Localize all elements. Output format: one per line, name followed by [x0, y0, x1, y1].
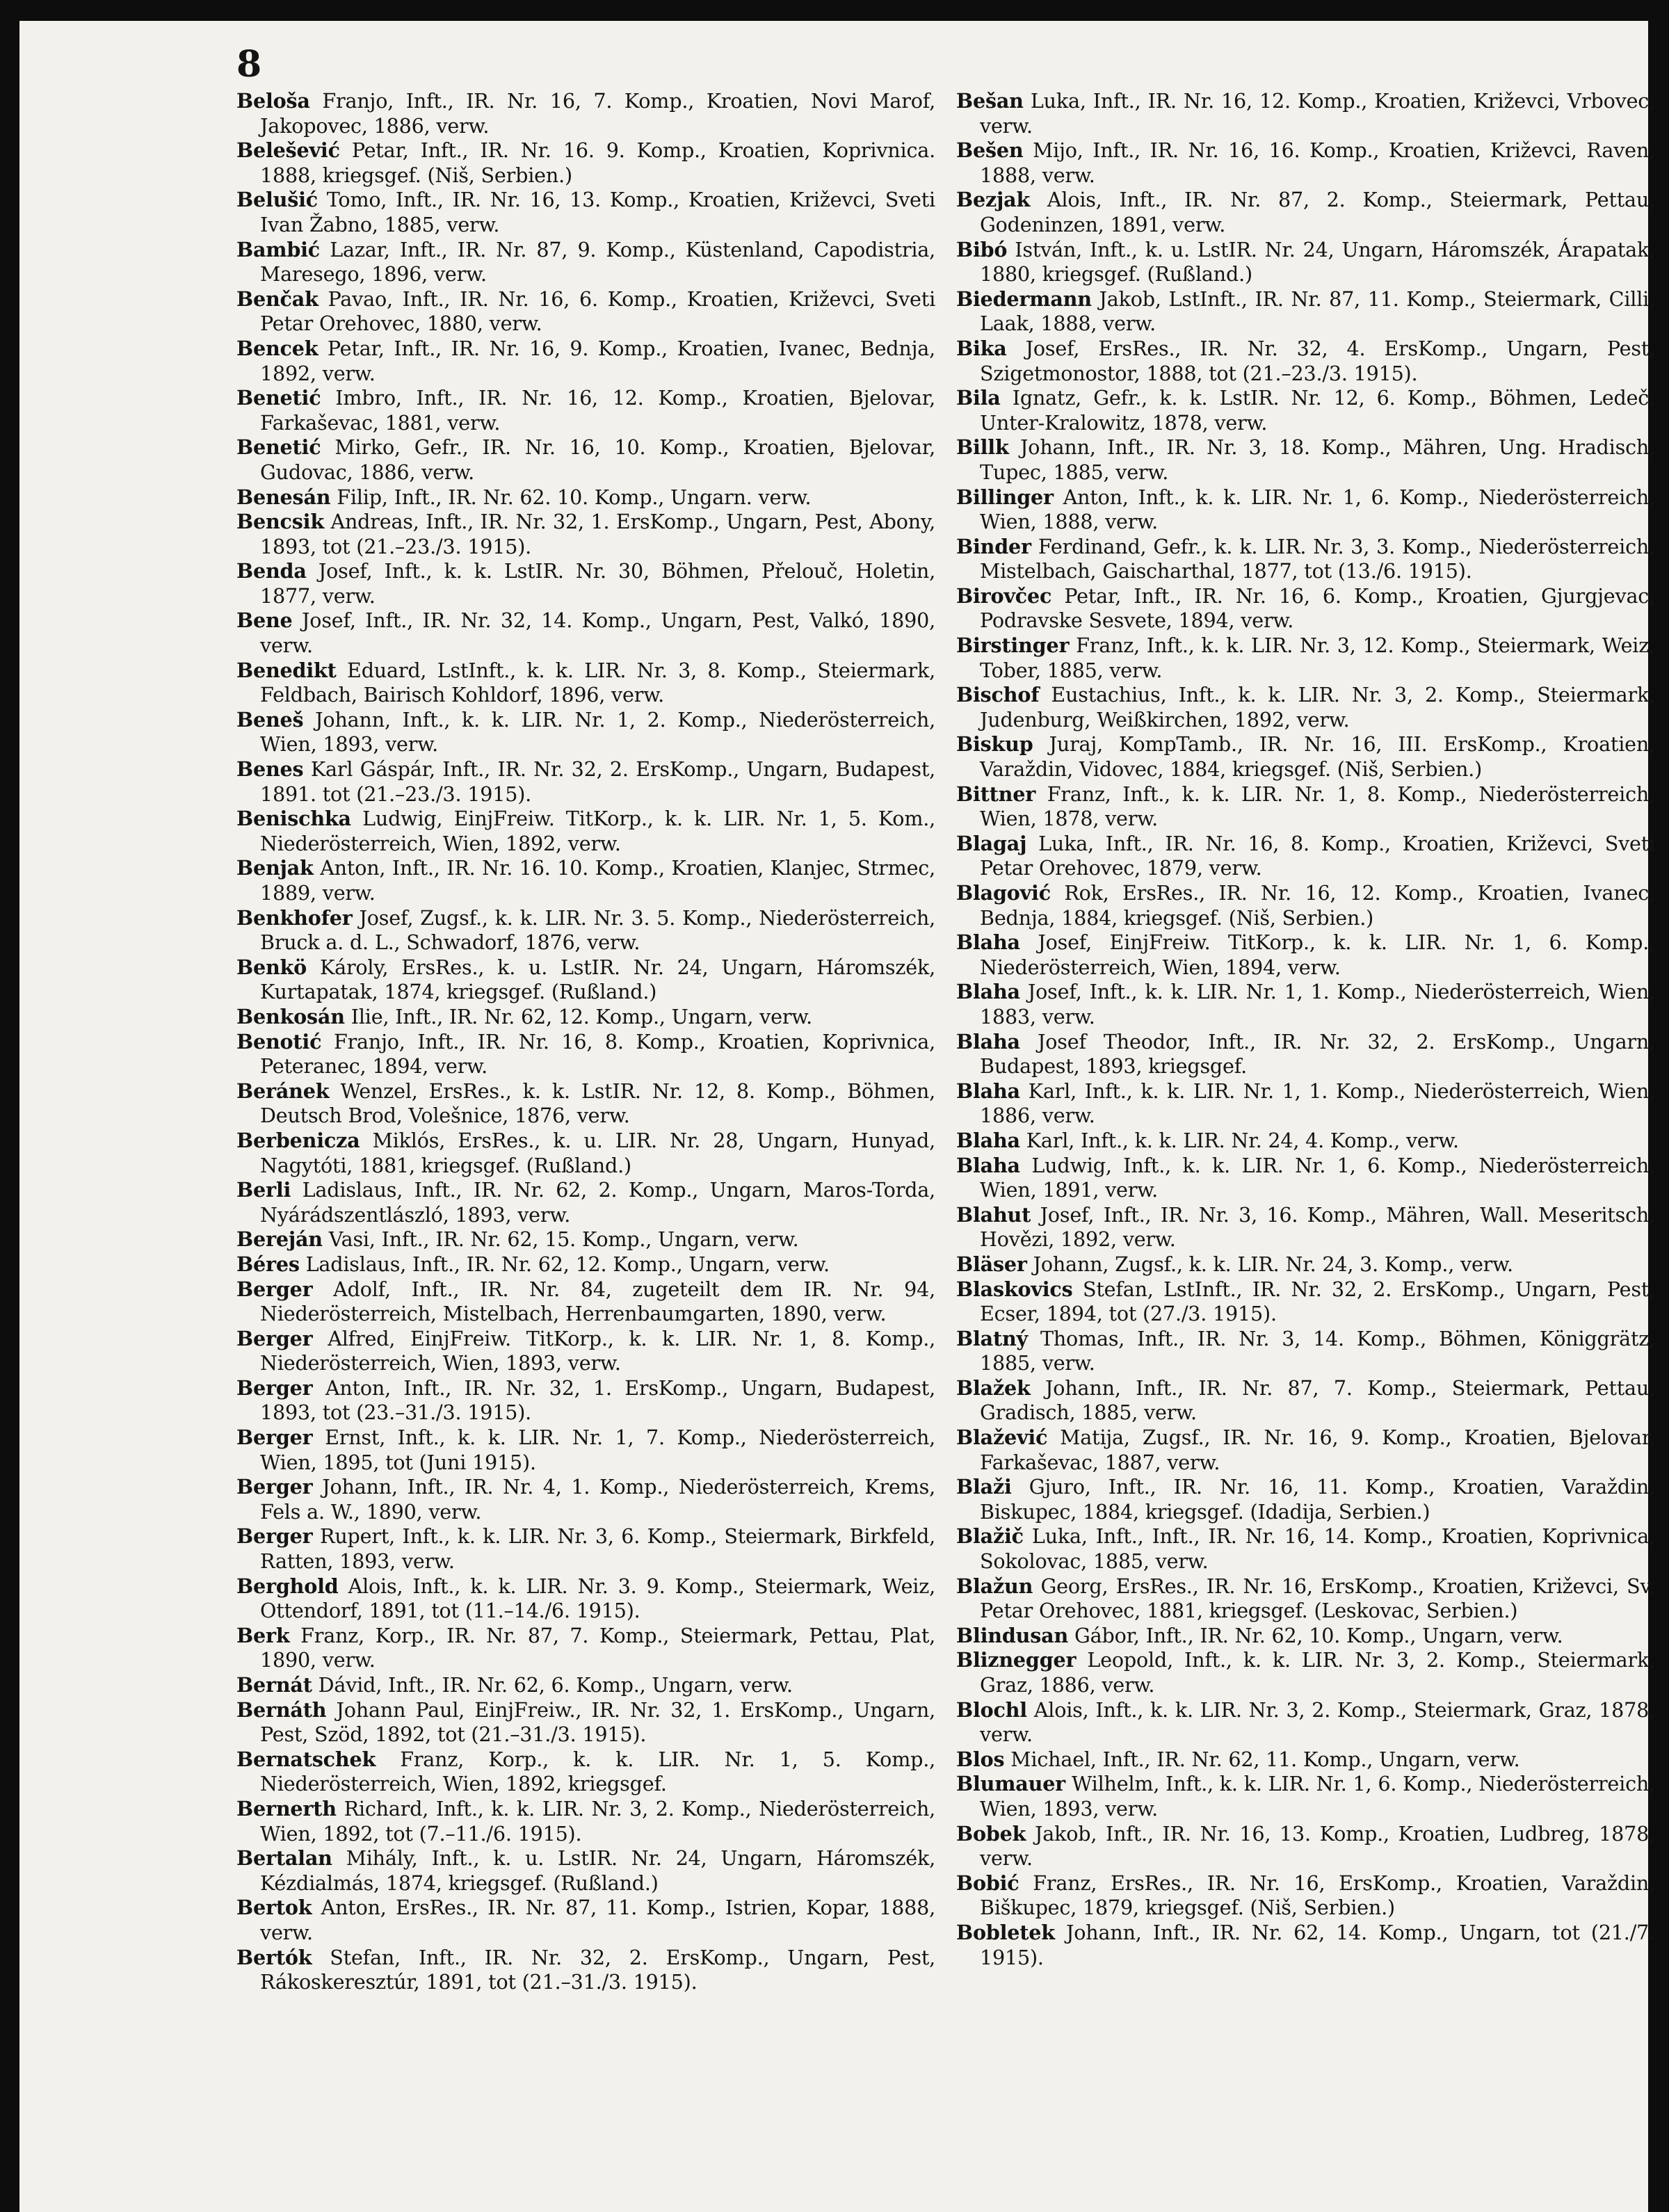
- page-number: 8: [236, 43, 262, 86]
- entry-surname: Bambić: [236, 237, 321, 261]
- entry-surname: Benotić: [236, 1029, 322, 1053]
- entry-surname: Blaži: [956, 1475, 1012, 1499]
- casualty-entry: [956, 386, 1655, 435]
- entry-details: Pavao, Inft., IR. Nr. 16, 6. Komp., Kroatien, Križevci, Sveti Petar Orehovec, 1880, verw.: [260, 286, 936, 336]
- entry-details: Alfred, EinjFreiw. TitKorp., k. k. LIR. Nr. 1, 8. Komp., Niederösterreich, Wien, 1893, verw.: [260, 1326, 936, 1375]
- casualty-entry: [236, 1178, 935, 1227]
- entry-details: Lazar, Inft., IR. Nr. 87, 9. Komp., Küstenland, Capodistria, Maresego, 1896, verw.: [260, 237, 936, 286]
- casualty-entry: [236, 906, 935, 955]
- casualty-entry: [956, 1475, 1655, 1524]
- entry-details: Petar, Inft., IR. Nr. 16. 9. Komp., Kroatien, Koprivnica. 1888, kriegsgef. (Niš, Serbien.): [260, 138, 936, 187]
- casualty-entry: [236, 955, 935, 1005]
- casualty-entry: [236, 807, 935, 856]
- entry-details: Wilhelm, Inft., k. k. LIR. Nr. 1, 6. Komp., Niederösterreich, Wien, 1893, verw.: [980, 1772, 1656, 1821]
- entry-details: Matija, Zugsf., IR. Nr. 16, 9. Komp., Kroatien, Bjelovar, Farkaševac, 1887, verw.: [980, 1426, 1655, 1474]
- casualty-entry: [956, 1079, 1655, 1129]
- entry-details: Luka, Inft., IR. Nr. 16, 8. Komp., Kroatien, Križevci, Sveti Petar Orehovec, 1879, verw.: [980, 831, 1656, 880]
- left-column: [236, 89, 935, 1995]
- casualty-entry: [236, 510, 935, 559]
- entry-surname: Birstinger: [956, 633, 1070, 658]
- entry-surname: Bläser: [956, 1252, 1027, 1276]
- casualty-entry: [236, 1475, 935, 1524]
- casualty-entry: [236, 1252, 935, 1277]
- entry-details: Gjuro, Inft., IR. Nr. 16, 11. Komp., Kroatien, Varaždin, Biskupec, 1884, kriegsgef. (Idadija, Serbien.): [980, 1475, 1655, 1524]
- entry-details: Richard, Inft., k. k. LIR. Nr. 3, 2. Komp., Niederösterreich, Wien, 1892, tot (7.–11./6. 1915).: [260, 1796, 935, 1846]
- entry-details: Johann Paul, EinjFreiw., IR. Nr. 32, 1. ErsKomp., Ungarn, Pest, Szöd, 1892, tot (21.–31./3. 1915).: [260, 1697, 935, 1747]
- entry-details: Stefan, Inft., IR. Nr. 32, 2. ErsKomp., Ungarn, Pest, Rákoskeresztúr, 1891, tot (21.–31./3. 1915).: [260, 1945, 936, 1994]
- entry-details: Josef, Inft., k. k. LstIR. Nr. 30, Böhmen, Přelouč, Holetin, 1877, verw.: [260, 559, 935, 608]
- entry-surname: Blagaj: [956, 831, 1027, 855]
- entry-surname: Blaha: [956, 930, 1020, 955]
- casualty-entry: [956, 1871, 1655, 1921]
- entry-details: Filip, Inft., IR. Nr. 62. 10. Komp., Ungarn. verw.: [337, 485, 812, 509]
- entry-surname: Berghold: [236, 1574, 339, 1598]
- entry-surname: Blaskovics: [956, 1277, 1073, 1301]
- casualty-entry: [956, 89, 1655, 138]
- entry-details: Adolf, Inft., IR. Nr. 84, zugeteilt dem IR. Nr. 94, Niederösterreich, Mistelbach, Herrenbaumgarten, 1890, verw.: [260, 1277, 935, 1326]
- entry-surname: Benedikt: [236, 658, 337, 682]
- entry-details: Ilie, Inft., IR. Nr. 62, 12. Komp., Ungarn, verw.: [350, 1004, 813, 1028]
- casualty-entry: [236, 386, 935, 435]
- entry-surname: Blaha: [956, 1029, 1020, 1053]
- entry-details: Luka, Inft., Inft., IR. Nr. 16, 14. Komp., Kroatien, Koprivnica, Sokolovac, 1885, verw.: [980, 1524, 1655, 1574]
- entry-details: Imbro, Inft., IR. Nr. 16, 12. Komp., Kroatien, Bjelovar, Farkaševac, 1881, verw.: [260, 386, 935, 435]
- entry-surname: Benetić: [236, 435, 321, 460]
- entry-surname: Bibó: [956, 237, 1008, 261]
- entry-surname: Benischka: [236, 807, 351, 831]
- entry-details: Josef, Zugsf., k. k. LIR. Nr. 3. 5. Komp., Niederösterreich, Bruck a. d. L., Schwadorf, 1876, verw.: [260, 905, 935, 955]
- entry-details: Franz, Korp., IR. Nr. 87, 7. Komp., Steiermark, Pettau, Plat, 1890, verw.: [260, 1623, 936, 1672]
- entry-surname: Biskup: [956, 732, 1033, 757]
- casualty-entry: [236, 1129, 935, 1178]
- entry-details: Franz, Korp., k. k. LIR. Nr. 1, 5. Komp., Niederösterreich, Wien, 1892, kriegsgef.: [260, 1747, 935, 1796]
- entry-surname: Benčak: [236, 286, 319, 311]
- entry-details: Vasi, Inft., IR. Nr. 62, 15. Komp., Ungarn, verw.: [328, 1227, 799, 1252]
- entry-details: Miklós, ErsRes., k. u. LIR. Nr. 28, Ungarn, Hunyad, Nagytóti, 1881, kriegsgef. (Rußland.): [260, 1128, 936, 1177]
- entry-details: Leopold, Inft., k. k. LIR. Nr. 3, 2. Komp., Steiermark, Graz, 1886, verw.: [980, 1648, 1656, 1697]
- casualty-entry: [236, 659, 935, 708]
- entry-surname: Bencek: [236, 336, 319, 360]
- entry-surname: Bittner: [956, 782, 1036, 806]
- entry-surname: Blaha: [956, 1079, 1020, 1103]
- entry-surname: Billinger: [956, 485, 1054, 509]
- entry-surname: Blindusan: [956, 1623, 1069, 1647]
- entry-details: Karl, Inft., k. k. LIR. Nr. 1, 1. Komp., Niederösterreich, Wien, 1886, verw.: [980, 1079, 1655, 1128]
- casualty-entry: [236, 238, 935, 287]
- entry-surname: Bobek: [956, 1821, 1026, 1846]
- casualty-entry: [236, 1524, 935, 1574]
- entry-surname: Belešević: [236, 138, 340, 163]
- entry-surname: Bliznegger: [956, 1648, 1077, 1672]
- entry-surname: Beneš: [236, 707, 304, 732]
- casualty-entry: [236, 1797, 935, 1846]
- entry-details: Mihály, Inft., k. u. LstIR. Nr. 24, Ungarn, Háromszék, Kézdialmás, 1874, kriegsgef. (Rußland.): [260, 1846, 935, 1895]
- entry-surname: Bila: [956, 386, 1001, 410]
- casualty-entry: [956, 485, 1655, 535]
- entry-surname: Belušić: [236, 188, 318, 212]
- entry-details: Anton, Inft., IR. Nr. 32, 1. ErsKomp., Ungarn, Budapest, 1893, tot (23.–31./3. 1915).: [260, 1375, 935, 1425]
- casualty-entry: [236, 1079, 935, 1129]
- casualty-entry: [956, 238, 1655, 287]
- entry-details: Franz, ErsRes., IR. Nr. 16, ErsKomp., Kroatien, Varaždin, Biškupec, 1879, kriegsgef. (Niš, Serbien.): [980, 1871, 1656, 1920]
- entry-details: Ludwig, EinjFreiw. TitKorp., k. k. LIR. Nr. 1, 5. Kom., Niederösterreich, Wien, 1892, verw.: [260, 807, 936, 855]
- entry-surname: Blažič: [956, 1524, 1024, 1549]
- casualty-entry: [236, 1673, 935, 1698]
- entry-surname: Bobić: [956, 1871, 1019, 1895]
- entry-details: Ludwig, Inft., k. k. LIR. Nr. 1, 6. Komp., Niederösterreich, Wien, 1891, verw.: [980, 1153, 1655, 1202]
- casualty-entry: [236, 138, 935, 188]
- entry-surname: Blaha: [956, 980, 1020, 1004]
- casualty-entry: [236, 1846, 935, 1896]
- entry-surname: Blagović: [956, 881, 1051, 905]
- entry-surname: Bešan: [956, 89, 1024, 113]
- entry-details: Stefan, LstInft., IR. Nr. 32, 2. ErsKomp., Ungarn, Pest, Ecser, 1894, tot (27./3. 1915).: [980, 1277, 1656, 1326]
- casualty-entry: [956, 683, 1655, 732]
- casualty-entry: [956, 1252, 1655, 1277]
- entry-surname: Bezjak: [956, 188, 1031, 212]
- entry-details: Anton, Inft., IR. Nr. 16. 10. Komp., Kroatien, Klanjec, Strmec, 1889, verw.: [260, 856, 935, 905]
- entry-surname: Blumauer: [956, 1772, 1066, 1796]
- scan-border-top: [0, 0, 1669, 21]
- entry-surname: Béres: [236, 1252, 300, 1276]
- entry-surname: Bernerth: [236, 1796, 337, 1821]
- entry-surname: Bencsik: [236, 510, 324, 534]
- casualty-entry: [956, 1277, 1655, 1327]
- casualty-entry: [956, 980, 1655, 1029]
- entry-surname: Berger: [236, 1326, 313, 1350]
- entry-surname: Bertok: [236, 1896, 312, 1920]
- entry-surname: Blos: [956, 1747, 1005, 1771]
- entry-details: Johann, Inft., k. k. LIR. Nr. 1, 2. Komp., Niederösterreich, Wien, 1893, verw.: [260, 707, 935, 757]
- entry-details: Josef, Inft., IR. Nr. 32, 14. Komp., Ungarn, Pest, Valkó, 1890, verw.: [260, 608, 936, 658]
- entry-surname: Bika: [956, 336, 1007, 360]
- entry-details: Petar, Inft., IR. Nr. 16, 9. Komp., Kroatien, Ivanec, Bednja, 1892, verw.: [260, 336, 936, 385]
- casualty-entry: [236, 708, 935, 757]
- entry-details: Michael, Inft., IR. Nr. 62, 11. Komp., Ungarn, verw.: [1010, 1747, 1520, 1771]
- entry-details: Jakob, Inft., IR. Nr. 16, 13. Komp., Kroatien, Ludbreg, 1878, verw.: [980, 1821, 1655, 1871]
- entry-surname: Billk: [956, 435, 1009, 460]
- entry-surname: Berli: [236, 1178, 291, 1202]
- casualty-entry: [236, 1227, 935, 1252]
- entry-details: Luka, Inft., IR. Nr. 16, 12. Komp., Kroatien, Križevci, Vrbovec, verw.: [980, 89, 1655, 138]
- entry-details: Rupert, Inft., k. k. LIR. Nr. 3, 6. Komp., Steiermark, Birkfeld, Ratten, 1893, verw.: [260, 1524, 936, 1574]
- entry-details: Georg, ErsRes., IR. Nr. 16, ErsKomp., Kroatien, Križevci, Sv. Petar Orehovec, 1881, kriegsgef. (Leskovac, Serbien.): [980, 1574, 1656, 1623]
- entry-surname: Berger: [236, 1475, 313, 1499]
- entry-surname: Blažević: [956, 1426, 1048, 1450]
- entry-details: Alois, Inft., IR. Nr. 87, 2. Komp., Steiermark, Pettau, Godeninzen, 1891, verw.: [980, 188, 1656, 236]
- entry-details: István, Inft., k. u. LstIR. Nr. 24, Ungarn, Háromszék, Árapatak, 1880, kriegsgef. (Rußland.): [980, 237, 1656, 286]
- entry-surname: Bene: [236, 608, 293, 633]
- casualty-entry: [236, 608, 935, 658]
- casualty-entry: [236, 1376, 935, 1426]
- casualty-entry: [956, 633, 1655, 683]
- casualty-entry: [236, 89, 935, 138]
- entry-details: Thomas, Inft., IR. Nr. 3, 14. Komp., Böhmen, Königgrätz, 1885, verw.: [980, 1326, 1655, 1375]
- entry-surname: Blaha: [956, 1128, 1020, 1152]
- casualty-entry: [956, 1648, 1655, 1697]
- casualty-entry: [956, 535, 1655, 584]
- casualty-entry: [236, 1896, 935, 1945]
- entry-details: Franz, Inft., k. k. LIR. Nr. 1, 8. Komp., Niederösterreich, Wien, 1878, verw.: [980, 782, 1656, 831]
- entry-details: Alois, Inft., k. k. LIR. Nr. 3, 2. Komp., Steiermark, Graz, 1878, verw.: [980, 1697, 1655, 1747]
- casualty-entry: [956, 832, 1655, 881]
- entry-surname: Bernáth: [236, 1697, 327, 1722]
- casualty-entry: [956, 1327, 1655, 1376]
- casualty-entry: [236, 1624, 935, 1673]
- casualty-entry: [956, 782, 1655, 832]
- casualty-entry: [956, 287, 1655, 337]
- entry-surname: Binder: [956, 534, 1031, 558]
- casualty-entry: [956, 1376, 1655, 1426]
- entry-surname: Blatný: [956, 1326, 1028, 1350]
- entry-surname: Bernatschek: [236, 1747, 376, 1771]
- entry-details: Juraj, KompTamb., IR. Nr. 16, III. ErsKomp., Kroatien, Varaždin, Vidovec, 1884, kriegsgef. (Niš, Serbien.): [980, 732, 1655, 782]
- entry-details: Josef, Inft., k. k. LIR. Nr. 1, 1. Komp., Niederösterreich, Wien, 1883, verw.: [980, 980, 1656, 1028]
- casualty-entry: [236, 1030, 935, 1079]
- scan-border-left: [0, 0, 19, 2212]
- right-column: [956, 89, 1655, 1970]
- casualty-entry: [236, 1747, 935, 1797]
- casualty-entry: [956, 1426, 1655, 1475]
- entry-surname: Blahut: [956, 1202, 1031, 1227]
- casualty-entry: [236, 1574, 935, 1624]
- entry-details: Mirko, Gefr., IR. Nr. 16, 10. Komp., Kroatien, Bjelovar, Gudovac, 1886, verw.: [260, 435, 935, 484]
- entry-surname: Biedermann: [956, 286, 1092, 311]
- entry-details: Andreas, Inft., IR. Nr. 32, 1. ErsKomp., Ungarn, Pest, Abony, 1893, tot (21.–23./3. 1915).: [260, 510, 935, 558]
- entry-details: Josef Theodor, Inft., IR. Nr. 32, 2. ErsKomp., Ungarn, Budapest, 1893, kriegsgef.: [980, 1029, 1656, 1079]
- casualty-entry: [236, 1327, 935, 1376]
- casualty-entry: [956, 1030, 1655, 1079]
- entry-details: Johann, Inft., IR. Nr. 62, 14. Komp., Ungarn, tot (21./7. 1915).: [980, 1920, 1656, 1969]
- entry-surname: Berеján: [236, 1227, 323, 1252]
- entry-surname: Blaha: [956, 1153, 1020, 1177]
- casualty-entry: [236, 435, 935, 485]
- entry-surname: Benjak: [236, 856, 314, 880]
- entry-details: Ernst, Inft., k. k. LIR. Nr. 1, 7. Komp., Niederösterreich, Wien, 1895, tot (Juni 1915).: [260, 1426, 936, 1474]
- casualty-entry: [956, 1129, 1655, 1154]
- entry-surname: Berger: [236, 1524, 313, 1549]
- entry-details: Johann, Inft., IR. Nr. 3, 18. Komp., Mähren, Ung. Hradisch, Tupec, 1885, verw.: [980, 435, 1655, 484]
- entry-surname: Beránek: [236, 1079, 330, 1103]
- casualty-entry: [956, 1698, 1655, 1747]
- entry-details: Tomo, Inft., IR. Nr. 16, 13. Komp., Kroatien, Križevci, Sveti Ivan Žabno, 1885, verw.: [260, 188, 936, 236]
- entry-details: Alois, Inft., k. k. LIR. Nr. 3. 9. Komp., Steiermark, Weiz, Ottendorf, 1891, tot (11.–14./6. 1915).: [260, 1574, 935, 1623]
- casualty-entry: [236, 1005, 935, 1030]
- casualty-entry: [956, 1624, 1655, 1649]
- entry-surname: Blažun: [956, 1574, 1033, 1598]
- casualty-entry: [956, 337, 1655, 386]
- entry-details: Mijo, Inft., IR. Nr. 16, 16. Komp., Kroatien, Križevci, Raven, 1888, verw.: [980, 138, 1656, 187]
- casualty-entry: [236, 188, 935, 237]
- casualty-entry: [956, 1772, 1655, 1821]
- entry-surname: Bobletek: [956, 1920, 1055, 1944]
- casualty-entry: [236, 856, 935, 905]
- casualty-entry: [956, 930, 1655, 980]
- entry-surname: Bešen: [956, 138, 1024, 163]
- entry-surname: Bertók: [236, 1945, 312, 1969]
- entry-details: Wenzel, ErsRes., k. k. LstIR. Nr. 12, 8. Komp., Böhmen, Deutsch Brod, Volešnice, 1876, verw.: [260, 1079, 936, 1128]
- entry-surname: Berger: [236, 1277, 313, 1301]
- entry-surname: Benkö: [236, 955, 307, 979]
- casualty-entry: [236, 1277, 935, 1327]
- casualty-entry: [956, 1921, 1655, 1970]
- entry-surname: Berk: [236, 1623, 290, 1647]
- casualty-entry: [236, 337, 935, 386]
- casualty-entry: [956, 732, 1655, 782]
- entry-details: Ferdinand, Gefr., k. k. LIR. Nr. 3, 3. Komp., Niederösterreich, Mistelbach, Gaischarthal, 1877, tot (13./6. 1915).: [980, 534, 1655, 583]
- entry-surname: Benetić: [236, 386, 321, 410]
- entry-surname: Blažek: [956, 1375, 1031, 1400]
- entry-details: Karl Gáspár, Inft., IR. Nr. 32, 2. ErsKomp., Ungarn, Budapest, 1891. tot (21.–23./3. 1915).: [260, 757, 935, 806]
- entry-details: Josef, Inft., IR. Nr. 3, 16. Komp., Mähren, Wall. Meseritsch, Hovězi, 1892, verw.: [980, 1202, 1655, 1252]
- casualty-entry: [956, 188, 1655, 237]
- entry-details: Eustachius, Inft., k. k. LIR. Nr. 3, 2. Komp., Steiermark, Judenburg, Weißkirchen, 1892, verw.: [980, 683, 1655, 732]
- entry-surname: Benkosán: [236, 1004, 345, 1028]
- entry-surname: Bernát: [236, 1673, 312, 1697]
- casualty-entry: [236, 1946, 935, 1995]
- entry-surname: Bertalan: [236, 1846, 332, 1871]
- casualty-entry: [236, 559, 935, 608]
- casualty-entry: [956, 584, 1655, 633]
- casualty-entry: [956, 1747, 1655, 1773]
- entry-surname: Blochl: [956, 1697, 1027, 1722]
- entry-details: Anton, ErsRes., IR. Nr. 87, 11. Komp., Istrien, Kopar, 1888, verw.: [260, 1896, 935, 1944]
- casualty-entry: [956, 1524, 1655, 1574]
- entry-details: Josef, EinjFreiw. TitKorp., k. k. LIR. Nr. 1, 6. Komp., Niederösterreich, Wien, 1894, verw.: [980, 930, 1655, 979]
- casualty-entry: [236, 757, 935, 807]
- entry-surname: Benkhofer: [236, 905, 353, 930]
- entry-surname: Bischof: [956, 683, 1040, 707]
- entry-surname: Benesán: [236, 485, 331, 509]
- entry-details: Károly, ErsRes., k. u. LstIR. Nr. 24, Ungarn, Háromszék, Kurtapatak, 1874, kriegsgef. (Rußland.): [260, 955, 935, 1004]
- casualty-entry: [236, 1698, 935, 1747]
- casualty-entry: [236, 1426, 935, 1475]
- casualty-entry: [956, 1203, 1655, 1252]
- entry-surname: Birovčec: [956, 583, 1052, 608]
- entry-details: Ladislaus, Inft., IR. Nr. 62, 2. Komp., Ungarn, Maros-Torda, Nyárádszentlászló, 1893, verw.: [260, 1178, 935, 1227]
- entry-details: Franjo, Inft., IR. Nr. 16, 7. Komp., Kroatien, Novi Marof, Jakopovec, 1886, verw.: [260, 89, 936, 138]
- casualty-entry: [956, 435, 1655, 485]
- entry-details: Johann, Inft., IR. Nr. 4, 1. Komp., Niederösterreich, Krems, Fels a. W., 1890, verw.: [260, 1475, 936, 1524]
- casualty-entry: [956, 138, 1655, 188]
- entry-details: Gábor, Inft., IR. Nr. 62, 10. Komp., Ungarn, verw.: [1074, 1623, 1563, 1647]
- entry-surname: Benda: [236, 559, 307, 583]
- entry-surname: Berbenicza: [236, 1128, 360, 1152]
- entry-details: Franjo, Inft., IR. Nr. 16, 8. Komp., Kroatien, Koprivnica, Peteranec, 1894, verw.: [260, 1029, 935, 1079]
- entry-details: Franz, Inft., k. k. LIR. Nr. 3, 12. Komp., Steiermark, Weiz, Tober, 1885, verw.: [980, 633, 1656, 682]
- entry-details: Karl, Inft., k. k. LIR. Nr. 24, 4. Komp., verw.: [1026, 1128, 1459, 1152]
- entry-surname: Berger: [236, 1426, 313, 1450]
- entry-details: Dávid, Inft., IR. Nr. 62, 6. Komp., Ungarn, verw.: [318, 1673, 793, 1697]
- entry-details: Ignatz, Gefr., k. k. LstIR. Nr. 12, 6. Komp., Böhmen, Ledeč, Unter-Kralowitz, 1878, verw.: [980, 386, 1655, 435]
- casualty-entry: [956, 1822, 1655, 1871]
- entry-details: Johann, Zugsf., k. k. LIR. Nr. 24, 3. Komp., verw.: [1033, 1252, 1513, 1276]
- entry-details: Jakob, LstInft., IR. Nr. 87, 11. Komp., Steiermark, Cilli, Laak, 1888, verw.: [980, 286, 1655, 336]
- entry-surname: Benes: [236, 757, 304, 782]
- entry-details: Rok, ErsRes., IR. Nr. 16, 12. Komp., Kroatien, Ivanec, Bednja, 1884, kriegsgef. (Niš, Serbien.): [980, 881, 1655, 930]
- entry-details: Josef, ErsRes., IR. Nr. 32, 4. ErsKomp., Ungarn, Pest, Szigetmonostor, 1888, tot (21.–23./3. 1915).: [980, 336, 1656, 385]
- entry-surname: Berger: [236, 1375, 313, 1400]
- casualty-entry: [956, 881, 1655, 930]
- casualty-entry: [236, 485, 935, 510]
- casualty-entry: [956, 1154, 1655, 1203]
- entry-details: Petar, Inft., IR. Nr. 16, 6. Komp., Kroatien, Gjurgjevac, Podravske Sesvete, 1894, verw.: [980, 583, 1655, 633]
- entry-details: Anton, Inft., k. k. LIR. Nr. 1, 6. Komp., Niederösterreich, Wien, 1888, verw.: [980, 485, 1656, 534]
- entry-details: Ladislaus, Inft., IR. Nr. 62, 12. Komp., Ungarn, verw.: [305, 1252, 830, 1276]
- entry-details: Eduard, LstInft., k. k. LIR. Nr. 3, 8. Komp., Steiermark, Feldbach, Bairisch Kohldorf, 1896, verw.: [260, 658, 935, 707]
- casualty-entry: [956, 1574, 1655, 1624]
- casualty-entry: [236, 287, 935, 337]
- entry-details: Johann, Inft., IR. Nr. 87, 7. Komp., Steiermark, Pettau, Gradisch, 1885, verw.: [980, 1375, 1656, 1425]
- entry-surname: Beloša: [236, 89, 310, 113]
